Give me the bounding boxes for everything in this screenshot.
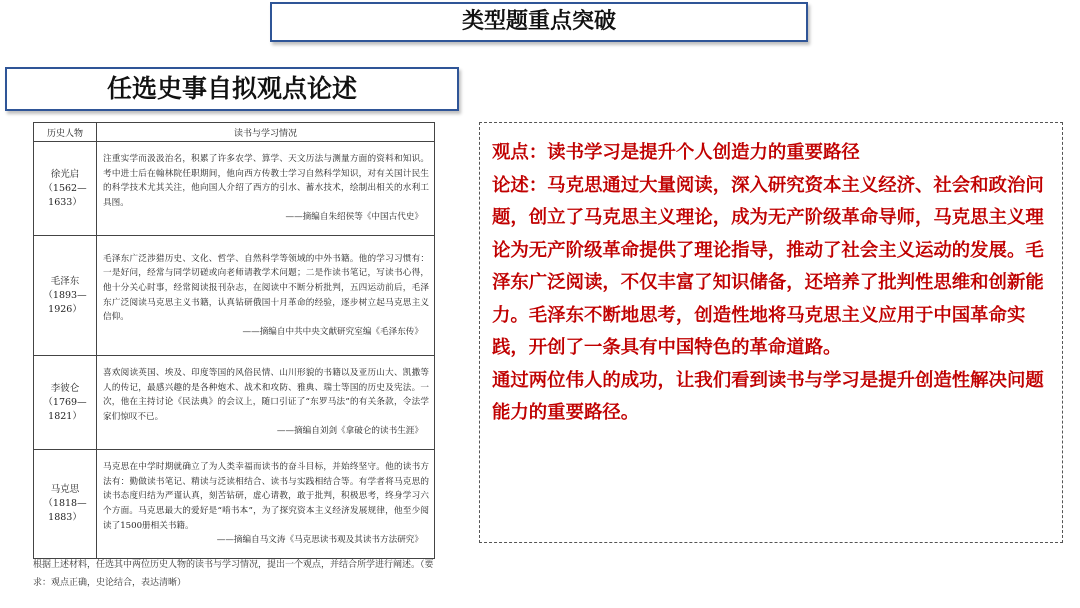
reading-text: 毛泽东广泛涉猎历史、文化、哲学、自然科学等领域的中外书籍。他的学习习惯有：一是好问，经常与同学切磋或向老师请教学术问题；二是作读书笔记，写读书心得，他十分关心时事，经常阅读报刊杂志，在阅读中不断分析批判，五四运动前后，毛泽东广泛阅读马克思主义书籍，认真钻研俄国十月革命的经验，逐步树立起马克思主义信仰。 [103,253,429,323]
person-name: 马克思 [50,484,80,495]
person-cell [34,236,97,356]
person-name: 徐光启 [50,168,80,180]
reading-text: 马克思在中学时期就确立了为人类幸福而读书的奋斗目标，并始终坚守。他的读书方法有：勤做读书笔记、精读与泛读相结合、读书与实践相结合等。有学者将马克思的读书态度归结为严谨认真，刻苦钻研，虚心请教，敢于批判，积极思考，终身学习六个方面。马克思最大的爱好是“啃书本”，为了探究资本主义经济发展规律，他至少阅读了1500册相关书籍。 [103,462,429,531]
table-header-row [34,123,435,142]
reading-cell [97,142,435,236]
table-row [34,236,435,356]
reading-source: ——摘编自刘剑《拿破仑的读书生涯》 [276,426,423,437]
header-person: 历史人物 [34,123,97,142]
reading-source: ——摘编自朱绍侯等《中国古代史》 [285,212,423,223]
table-row [34,450,435,559]
table-row [34,142,435,236]
slide-title: 类型题重点突破 [270,2,808,42]
person-years-end: 1821） [48,410,82,422]
reading-source: ——摘编自中共中央文献研究室编《毛泽东传》 [242,326,423,337]
person-years-start: （1818— [43,498,87,509]
reading-source: ——摘编自马文涛《马克思读书观及其读书方法研究》 [216,535,423,546]
history-material-table [33,122,435,546]
answer-box [479,122,1063,543]
person-cell [34,142,97,236]
answer-viewpoint: 观点：读书学习是提升个人创造力的重要路径 [492,142,860,163]
reading-text: 喜欢阅读英国、埃及、印度等国的风俗民情、山川形貌的书籍以及亚历山大、凯撒等人的传记，最感兴趣的是各种炮术、战术和攻防、雅典、瑞士等国的历史及宪法。一次，他在主持讨论《民法典》的会议上，随口引证了“东罗马法”的有关条款，令法学家们惊叹不已。 [103,368,429,422]
person-years-end: 1633） [48,196,82,208]
section-subtitle: 任选史事自拟观点论述 [5,67,459,111]
person-cell [34,356,97,450]
person-years-start: （1562— [43,182,87,194]
person-name: 毛泽东 [50,275,80,287]
answer-argument: 论述：马克思通过大量阅读，深入研究资本主义经济、社会和政治问题，创立了马克思主义理论，成为无产阶级革命导师，马克思主义理论为无产阶级革命提供了理论指导，推动了社会主义运动的发展。毛泽东广泛阅读，不仅丰富了知识储备，还培养了批判性思维和创新能力。毛泽东不断地思考，创造性地将马克思主义应用于中国革命实践，开创了一条具有中国特色的革命道路。 [492,174,1044,358]
person-years-end: 1883） [48,512,82,523]
question-prompt: 根据上述材料，任选其中两位历史人物的读书与学习情况，提出一个观点，并结合所学进行阐述。（要求：观点正确，史论结合，表达清晰） [33,560,434,588]
table-row [34,356,435,450]
answer-conclusion: 通过两位伟人的成功，让我们看到读书与学习是提升创造性解决问题能力的重要路径。 [492,369,1044,423]
reading-text: 注重实学而汲汲治名，积累了许多农学、算学、天文历法与测量方面的资料和知识。考中进士后在翰林院任职期间，他向西方传教士学习自然科学知识，对有关国计民生的科学技术尤其关注，他向国人介绍了西方的引水、蓄水技术，绘制出相关的水利工具图。 [103,154,429,208]
person-name: 李彼仑 [50,382,80,394]
reading-cell [97,450,435,559]
person-years-start: （1893— [43,289,87,301]
header-reading: 读书与学习情况 [97,123,435,142]
reading-cell [97,356,435,450]
person-years-end: 1926） [48,303,82,315]
person-cell [34,450,97,559]
reading-cell [97,236,435,356]
person-years-start: （1769— [43,396,87,408]
